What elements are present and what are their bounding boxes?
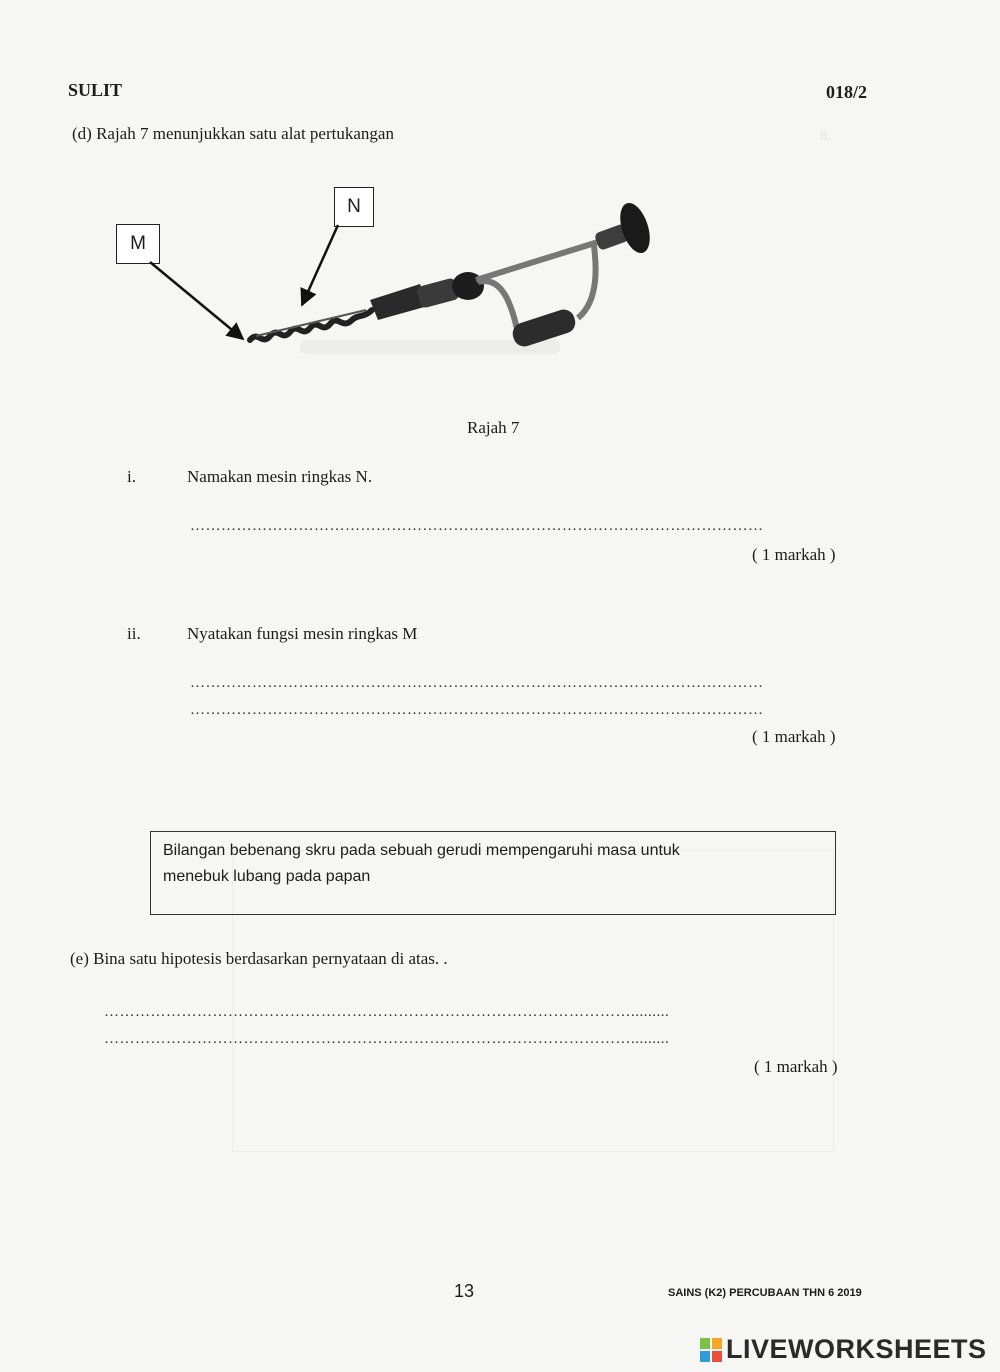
drill-brace-crank: [476, 242, 598, 349]
answer-line-e-2[interactable]: ………………………………………………………………………………………….........: [104, 1031, 670, 1047]
answer-line-i[interactable]: …………………………………………………………………………………………………: [190, 518, 764, 534]
figure-caption: Rajah 7: [467, 418, 520, 437]
bleed-through-text: 8.: [820, 128, 832, 144]
statement-box: [150, 831, 836, 915]
header-left: SULIT: [68, 80, 123, 100]
question-ii-text: Nyatakan fungsi mesin ringkas M: [187, 624, 418, 643]
statement-line-1: Bilangan bebenang skru pada sebuah gerudi mempengaruhi masa untuk: [163, 842, 680, 859]
drill-head-knob: [594, 199, 656, 256]
question-ii-number: ii.: [127, 624, 141, 643]
answer-line-e-1[interactable]: ………………………………………………………………………………………….........: [104, 1004, 670, 1020]
part-e-mark: ( 1 markah ): [754, 1057, 838, 1076]
label-m-box: M: [116, 224, 160, 264]
label-n-box: N: [334, 187, 374, 227]
answer-line-ii-2[interactable]: …………………………………………………………………………………………………: [190, 702, 764, 718]
header-right: 018/2: [826, 82, 868, 102]
question-i-mark: ( 1 markah ): [752, 545, 836, 564]
part-e-text: (e) Bina satu hipotesis berdasarkan pernyataan di atas. .: [70, 949, 448, 968]
arrow-n: [302, 225, 338, 305]
liveworksheets-logo-icon: [700, 1338, 722, 1362]
hand-drill-diagram: [0, 0, 1000, 420]
liveworksheets-brand[interactable]: LIVEWORKSHEETS: [726, 1334, 987, 1364]
drill-chuck: [370, 272, 484, 320]
statement-line-2: menebuk lubang pada papan: [163, 868, 371, 885]
page-number: 13: [454, 1281, 475, 1301]
drill-bit-screw: [250, 310, 372, 340]
question-i-number: i.: [127, 467, 136, 486]
answer-line-ii-1[interactable]: …………………………………………………………………………………………………: [190, 675, 764, 691]
question-i-text: Namakan mesin ringkas N.: [187, 467, 373, 486]
footer-subject: SAINS (K2) PERCUBAAN THN 6 2019: [668, 1287, 862, 1299]
arrow-m: [150, 262, 243, 339]
part-d-intro: (d) Rajah 7 menunjukkan satu alat pertukangan: [72, 124, 394, 143]
question-ii-mark: ( 1 markah ): [752, 727, 836, 746]
